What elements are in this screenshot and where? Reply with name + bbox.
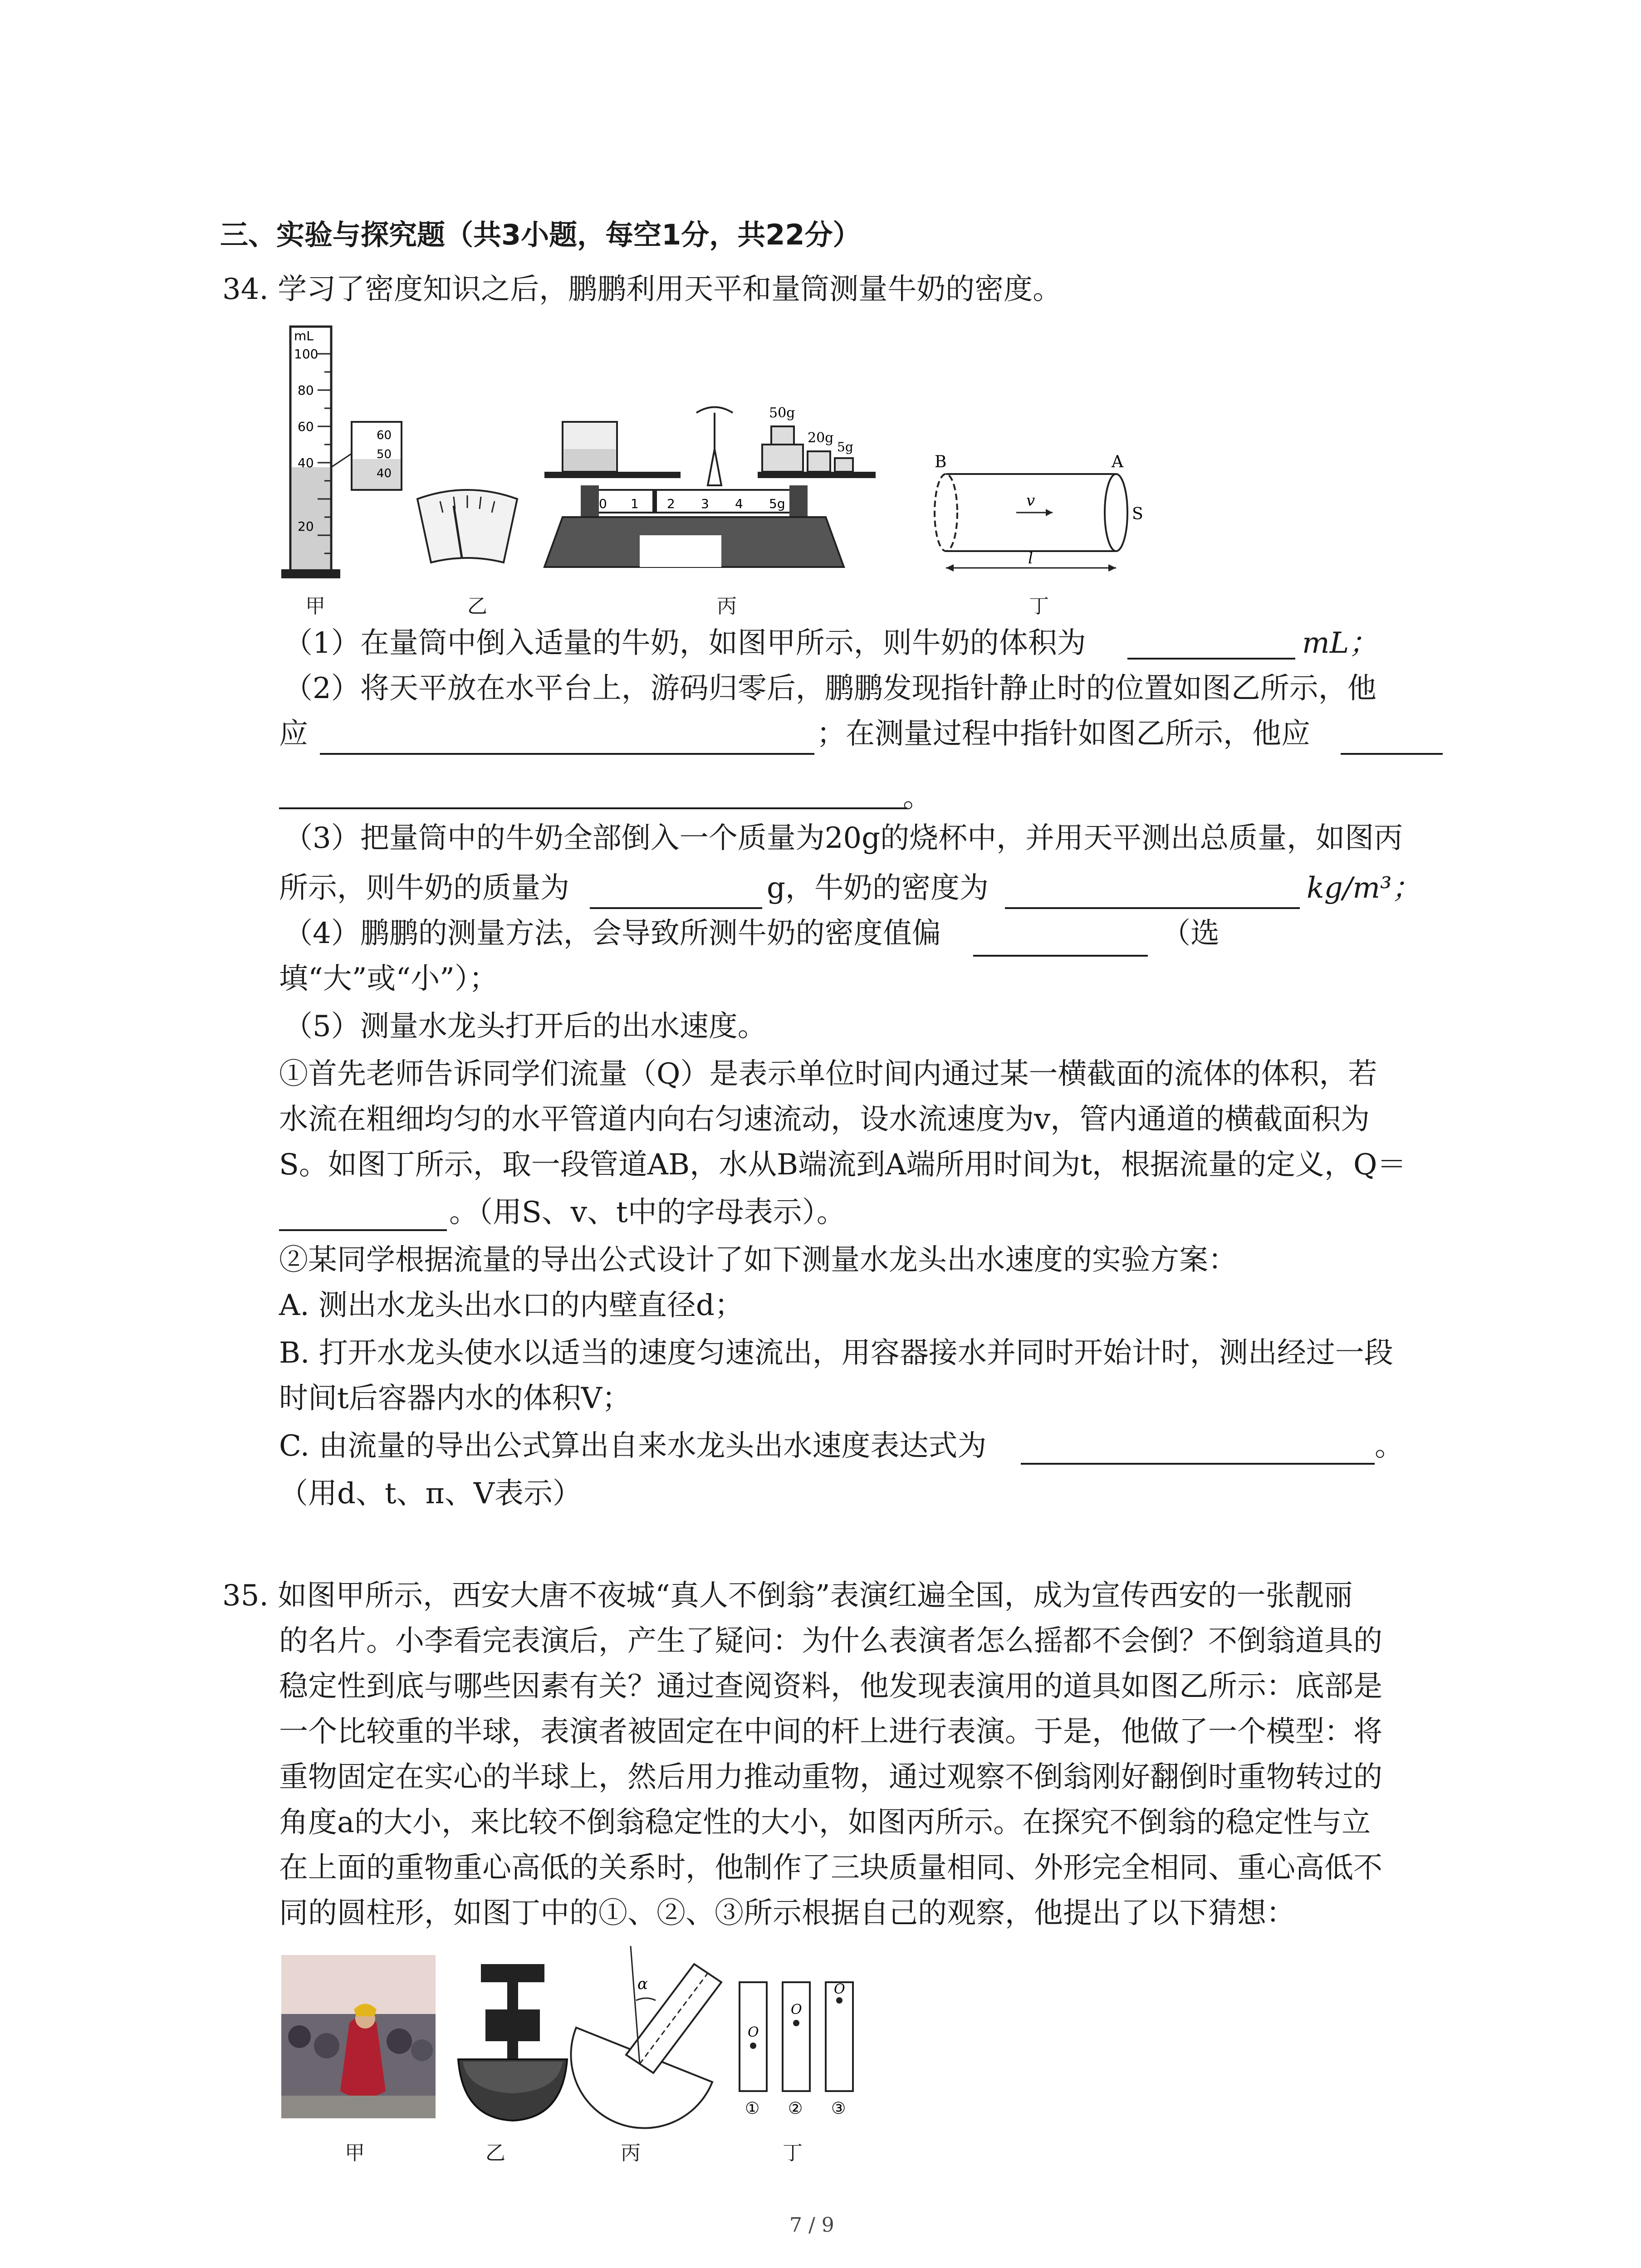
inset-tick: 50 — [377, 448, 392, 461]
q35-line4: 一个比较重的半球，表演者被固定在中间的杆上进行表演。于是，他做了一个模型：将 — [279, 1715, 1382, 1749]
inset-tick: 40 — [377, 467, 392, 480]
q34-part3-unit: kg/m³； — [1307, 871, 1421, 905]
q34-step-c-note: （用d、t、π、V表示） — [279, 1477, 582, 1510]
q34-step-b-line2: 时间t后容器内水的体积V； — [279, 1382, 631, 1415]
q34-part2-line1: （2）将天平放在水平台上，游码归零后，鹏鹏发现指针静止时的位置如图乙所示，他 — [284, 672, 1376, 705]
q35-line2: 的名片。小李看完表演后，产生了疑问：为什么表演者怎么摇都不会倒？不倒翁道具的 — [279, 1624, 1382, 1658]
q34-part5: （5）测量水龙头打开后的出水速度。 — [284, 1010, 767, 1043]
weight-label: 5g — [837, 440, 853, 455]
cylinder-tick: 40 — [298, 455, 314, 470]
cylinder-unit: mL — [294, 328, 314, 343]
q35-caption-bing: 丙 — [621, 2141, 641, 2165]
cylinder-tick: 80 — [298, 383, 314, 398]
inset-tick: 60 — [377, 429, 392, 442]
q34-part4-xuan: （选 — [1161, 917, 1220, 950]
cylinder-number: ① — [745, 2099, 760, 2118]
answer-blank-2[interactable] — [320, 753, 814, 755]
q34-part3-line2b: g，牛奶的密度为 — [767, 871, 989, 905]
q34-step-a: A. 测出水龙头出水口的内壁直径d； — [279, 1289, 744, 1322]
q35-figure-jia-photo — [281, 1955, 436, 2118]
cylinder-tick: 60 — [298, 419, 314, 434]
center-o-label: O — [791, 2002, 802, 2018]
center-o-label: O — [834, 1981, 845, 1997]
q34-stem: 34. 学习了密度知识之后，鹏鹏利用天平和量筒测量牛奶的密度。 — [222, 273, 1062, 306]
q34-part2-end: 。 — [903, 781, 932, 814]
q35-line3: 稳定性到底与哪些因素有关？通过查阅资料，他发现表演用的道具如图乙所示：底部是 — [279, 1670, 1382, 1703]
answer-blank-4[interactable] — [590, 907, 762, 909]
q34-part1-unit: mL； — [1302, 626, 1378, 660]
caption-jia: 甲 — [305, 595, 325, 618]
scale-tick: 4 — [735, 496, 743, 511]
answer-blank-5[interactable] — [1005, 907, 1300, 909]
scale-tick: 3 — [701, 496, 709, 511]
alpha-label: α — [637, 1975, 648, 1993]
q34-part4-line2: 填“大”或“小”）； — [279, 962, 498, 996]
q34-part1: （1）在量筒中倒入适量的牛奶，如图甲所示，则牛奶的体积为 — [284, 626, 1086, 660]
pipe-label-v: v — [1026, 492, 1035, 510]
cylinder-tick: 20 — [298, 519, 314, 534]
q34-figure-jia-cylinder — [277, 318, 422, 599]
q35-figure-bing-tilted — [567, 1937, 735, 2132]
q34-step-c: C. 由流量的导出公式算出自来水龙头出水速度表达式为 — [279, 1429, 987, 1463]
scale-tick: 5g — [769, 496, 785, 511]
q34-part3-line2: 所示，则牛奶的质量为 — [279, 871, 569, 905]
caption-bing: 丙 — [717, 595, 737, 618]
q35-line7: 在上面的重物重心高低的关系时，他制作了三块质量相同、外形完全相同、重心高低不 — [279, 1851, 1382, 1885]
cylinder-number: ② — [788, 2099, 803, 2118]
page-number: 7 / 9 — [789, 2214, 834, 2237]
q34-part5-2: ②某同学根据流量的导出公式设计了如下测量水龙头出水速度的实验方案： — [279, 1243, 1237, 1277]
section-title: 三、实验与探究题（共3小题，每空1分，共22分） — [220, 218, 861, 251]
answer-blank-6[interactable] — [973, 955, 1148, 957]
center-o-label: O — [748, 2024, 759, 2040]
pipe-label-s: S — [1132, 505, 1143, 523]
q35-caption-ding: 丁 — [783, 2141, 803, 2165]
answer-blank-1[interactable] — [1127, 658, 1295, 660]
pipe-label-a: A — [1112, 453, 1123, 471]
caption-yi: 乙 — [467, 595, 487, 618]
q34-part2-ying: 应 — [279, 717, 308, 751]
q35-figure-ding-cylinders — [726, 1973, 862, 2123]
q35-caption-jia: 甲 — [345, 2141, 365, 2165]
q34-part2-line2: ；在测量过程中指针如图乙所示，他应 — [817, 717, 1310, 751]
cylinder-tick: 100 — [294, 347, 318, 362]
scale-tick: 2 — [667, 496, 675, 511]
q34-part5-1-line4: 。（用S、v、t中的字母表示）。 — [449, 1196, 846, 1229]
q34-part4-line1: （4）鹏鹏的测量方法，会导致所测牛奶的密度值偏 — [284, 917, 941, 950]
q34-figure-yi-pointer — [408, 481, 526, 572]
caption-ding: 丁 — [1029, 595, 1049, 618]
q35-line1: 35. 如图甲所示，西安大唐不夜城“真人不倒翁”表演红遍全国，成为宣传西安的一张靓丽 — [222, 1579, 1353, 1613]
q34-step-b-line1: B. 打开水龙头使水以适当的速度匀速流出，用容器接水并同时开始计时，测出经过一段 — [279, 1336, 1393, 1370]
q34-figure-bing-balance — [535, 395, 921, 585]
scale-tick: 0 — [599, 496, 607, 511]
weight-label: 50g — [769, 405, 795, 421]
q35-caption-yi: 乙 — [485, 2141, 505, 2165]
answer-blank-7[interactable] — [279, 1229, 447, 1231]
q34-step-c-end: 。 — [1375, 1429, 1404, 1463]
q34-part5-1-line3: S。如图丁所示，取一段管道AB，水从B端流到A端所用时间为t，根据流量的定义，Q＝ — [279, 1148, 1406, 1182]
pipe-label-l: l — [1028, 549, 1033, 567]
q34-part5-1-line2: 水流在粗细均匀的水平管道内向右匀速流动，设水流速度为v，管内通道的横截面积为 — [279, 1103, 1370, 1136]
weight-label: 20g — [808, 430, 834, 446]
cylinder-number: ③ — [831, 2099, 846, 2118]
q34-part3-line1: （3）把量筒中的牛奶全部倒入一个质量为20g的烧杯中，并用天平测出总质量，如图丙 — [284, 821, 1403, 855]
pipe-label-b: B — [935, 453, 947, 471]
q35-line5: 重物固定在实心的半球上，然后用力推动重物，通过观察不倒翁刚好翻倒时重物转过的 — [279, 1760, 1382, 1794]
q35-line6: 角度a的大小，来比较不倒翁稳定性的大小，如图丙所示。在探究不倒翁的稳定性与立 — [279, 1806, 1371, 1839]
scale-tick: 1 — [631, 496, 639, 511]
answer-blank-3a[interactable] — [1341, 753, 1443, 755]
answer-blank-8[interactable] — [1021, 1463, 1375, 1465]
q35-line8: 同的圆柱形，如图丁中的①、②、③所示根据自己的观察，他提出了以下猜想： — [279, 1897, 1295, 1930]
q34-part5-1-line1: ①首先老师告诉同学们流量（Q）是表示单位时间内通过某一横截面的流体的体积，若 — [279, 1057, 1377, 1091]
q35-figure-yi-prop — [449, 1955, 576, 2127]
answer-blank-3b[interactable] — [279, 807, 907, 809]
q34-figure-ding-pipe — [926, 449, 1180, 585]
